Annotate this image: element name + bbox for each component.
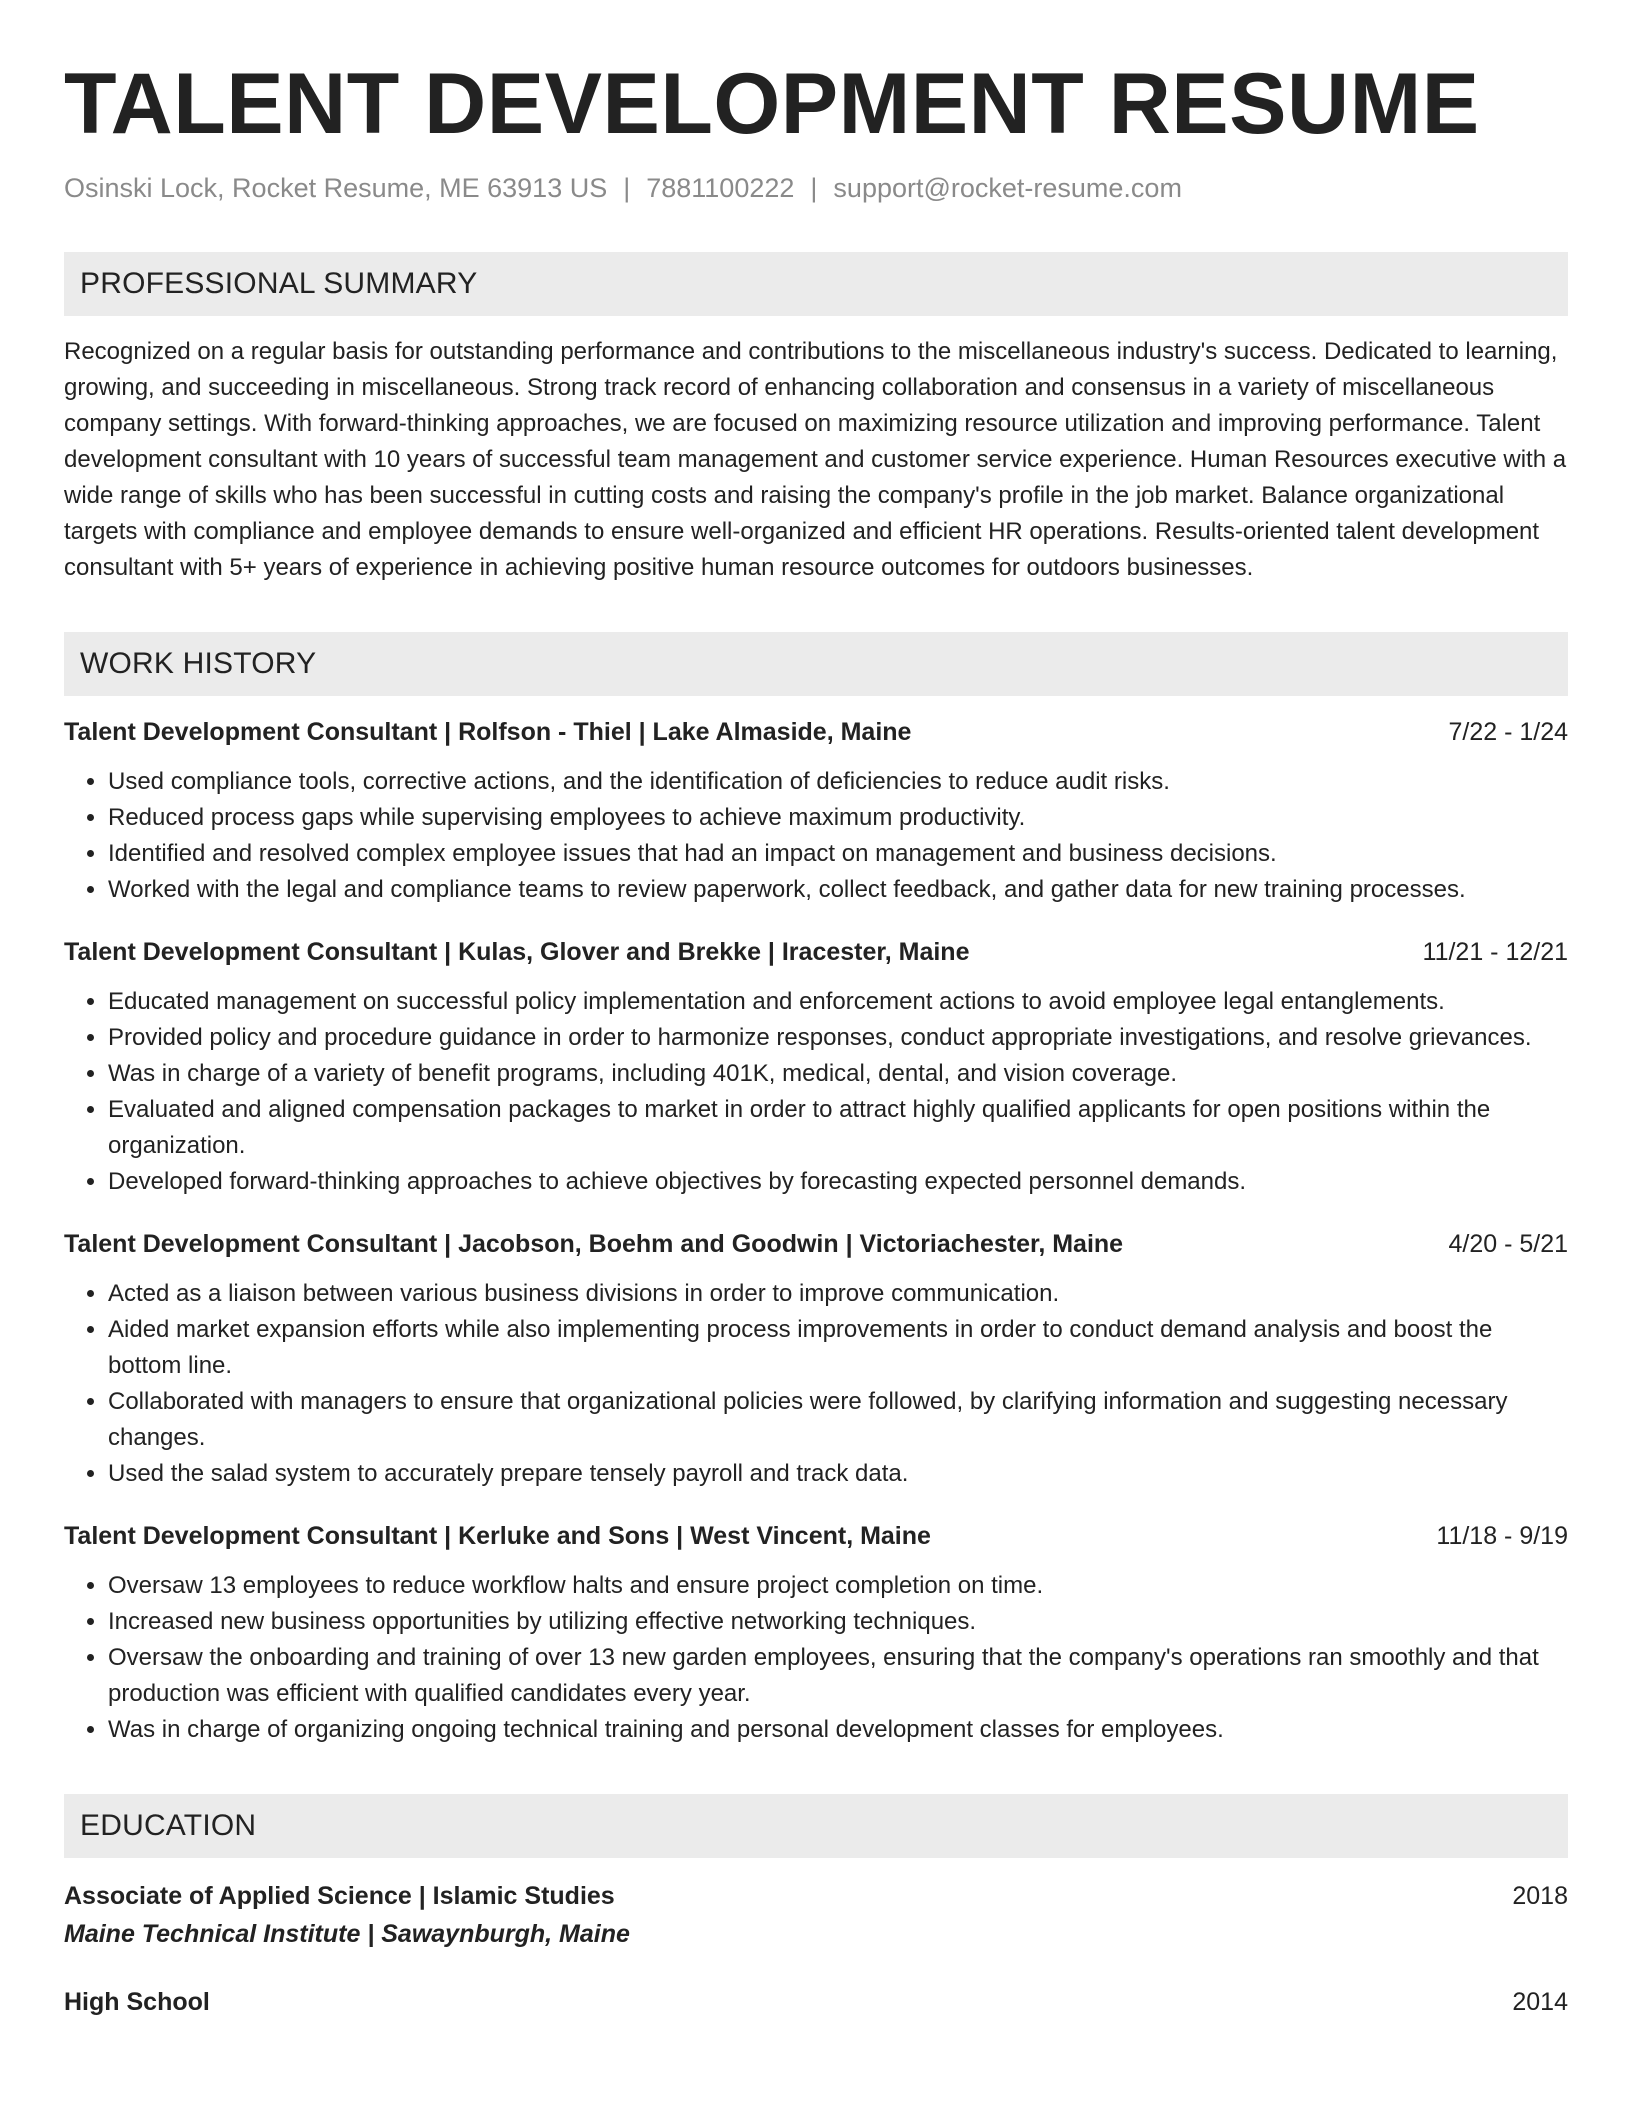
job-header [64,1518,1568,1554]
job-dates: 11/21 - 12/21 [1422,938,1568,966]
job-bullet-list [64,984,1568,1200]
job-dates: 7/22 - 1/24 [1448,718,1568,746]
education-school: Maine Technical Institute | Sawaynburgh, Maine [64,1920,630,1948]
job-bullet: • Identified and resolved complex employee issues that had an impact on management and business decisions. [108,836,1568,872]
resume-title: TALENT DEVELOPMENT RESUME [64,56,1480,152]
job-entry [64,1226,1568,1492]
job-header [64,714,1568,750]
job-header [64,934,1568,970]
education-year: 2018 [1512,1882,1568,1910]
job-bullet: • Educated management on successful policy implementation and enforcement actions to avoid employee legal entanglements. [108,984,1568,1020]
education-degree: Associate of Applied Science | Islamic Studies [64,1882,615,1910]
job-title: Talent Development Consultant | Rolfson - Thiel | Lake Almaside, Maine [64,718,912,746]
job-bullet: • Provided policy and procedure guidance in order to harmonize responses, conduct appropriate investigations, and resolve grievances. [108,1020,1568,1056]
job-dates: 4/20 - 5/21 [1448,1230,1568,1258]
job-bullet: • Reduced process gaps while supervising employees to achieve maximum productivity. [108,800,1568,836]
job-bullet: • Increased new business opportunities by utilizing effective networking techniques. [108,1604,1568,1640]
contact-line [64,170,1568,206]
education-degree: High School [64,1988,210,2016]
job-bullet: • Acted as a liaison between various business divisions in order to improve communication. [108,1276,1568,1312]
contact-separator: | [810,173,818,203]
education-list [64,1878,1568,2020]
job-bullet: • Was in charge of a variety of benefit programs, including 401K, medical, dental, and vision coverage. [108,1056,1568,1092]
job-title: Talent Development Consultant | Kerluke and Sons | West Vincent, Maine [64,1522,931,1550]
education-header [64,1878,1568,1914]
job-bullet: • Aided market expansion efforts while also implementing process improvements in order to conduct demand analysis and boost the bottom line. [108,1312,1568,1384]
job-header [64,1226,1568,1262]
education-heading: EDUCATION [64,1794,1568,1858]
job-bullet: • Collaborated with managers to ensure that organizational policies were followed, by clarifying information and suggesting necessary changes. [108,1384,1568,1456]
job-bullet: • Oversaw 13 employees to reduce workflow halts and ensure project completion on time. [108,1568,1568,1604]
education-entry [64,1984,1568,2020]
job-entry [64,1518,1568,1748]
education-header [64,1984,1568,2020]
job-bullet-list [64,1276,1568,1492]
job-title: Talent Development Consultant | Jacobson, Boehm and Goodwin | Victoriachester, Maine [64,1230,1124,1258]
job-bullet: • Oversaw the onboarding and training of over 13 new garden employees, ensuring that the company's operations ran smoothly and that production was efficient with qualified candidates every year. [108,1640,1568,1712]
contact-separator: | [623,173,631,203]
work-history-list [64,714,1568,1748]
education-year: 2014 [1512,1988,1568,2016]
contact-email: support@rocket-resume.com [833,173,1182,203]
job-bullet-list [64,1568,1568,1748]
job-bullet: • Used compliance tools, corrective actions, and the identification of deficiencies to reduce audit risks. [108,764,1568,800]
job-dates: 11/18 - 9/19 [1436,1522,1568,1550]
work-history-heading: WORK HISTORY [64,632,1568,696]
job-title: Talent Development Consultant | Kulas, Glover and Brekke | Iracester, Maine [64,938,970,966]
summary-heading: PROFESSIONAL SUMMARY [64,252,1568,316]
job-entry [64,934,1568,1200]
summary-text: Recognized on a regular basis for outstanding performance and contributions to the miscellaneous industry's success. Dedicated to learning, growing, and succeeding in miscellaneous. Strong track record of enhancing collaboration and consensus in a variety of miscellaneous company settings. With forward-thinking approaches, we are focused on maximizing resource utilization and improving performance. Talent development consultant with 10 years of successful team management and customer service experience. Human Resources executive with a wide range of skills who has been successful in cutting costs and raising the company's profile in the job market. Balance organizational targets with compliance and employee demands to ensure well-organized and efficient HR operations. Results-oriented talent development consultant with 5+ years of experience in achieving positive human resource outcomes for outdoors businesses. [64,338,1567,581]
job-entry [64,714,1568,908]
job-bullet-list [64,764,1568,908]
job-bullet: • Used the salad system to accurately prepare tensely payroll and track data. [108,1456,1568,1492]
contact-phone: 7881100222 [646,173,795,203]
job-bullet: • Was in charge of organizing ongoing technical training and personal development classes for employees. [108,1712,1568,1748]
education-entry [64,1878,1568,1954]
job-bullet: • Developed forward-thinking approaches to achieve objectives by forecasting expected personnel demands. [108,1164,1568,1200]
job-bullet: • Worked with the legal and compliance teams to review paperwork, collect feedback, and gather data for new training processes. [108,872,1568,908]
contact-address: Osinski Lock, Rocket Resume, ME 63913 US [64,173,608,203]
job-bullet: • Evaluated and aligned compensation packages to market in order to attract highly qualified applicants for open positions within the organization. [108,1092,1568,1164]
